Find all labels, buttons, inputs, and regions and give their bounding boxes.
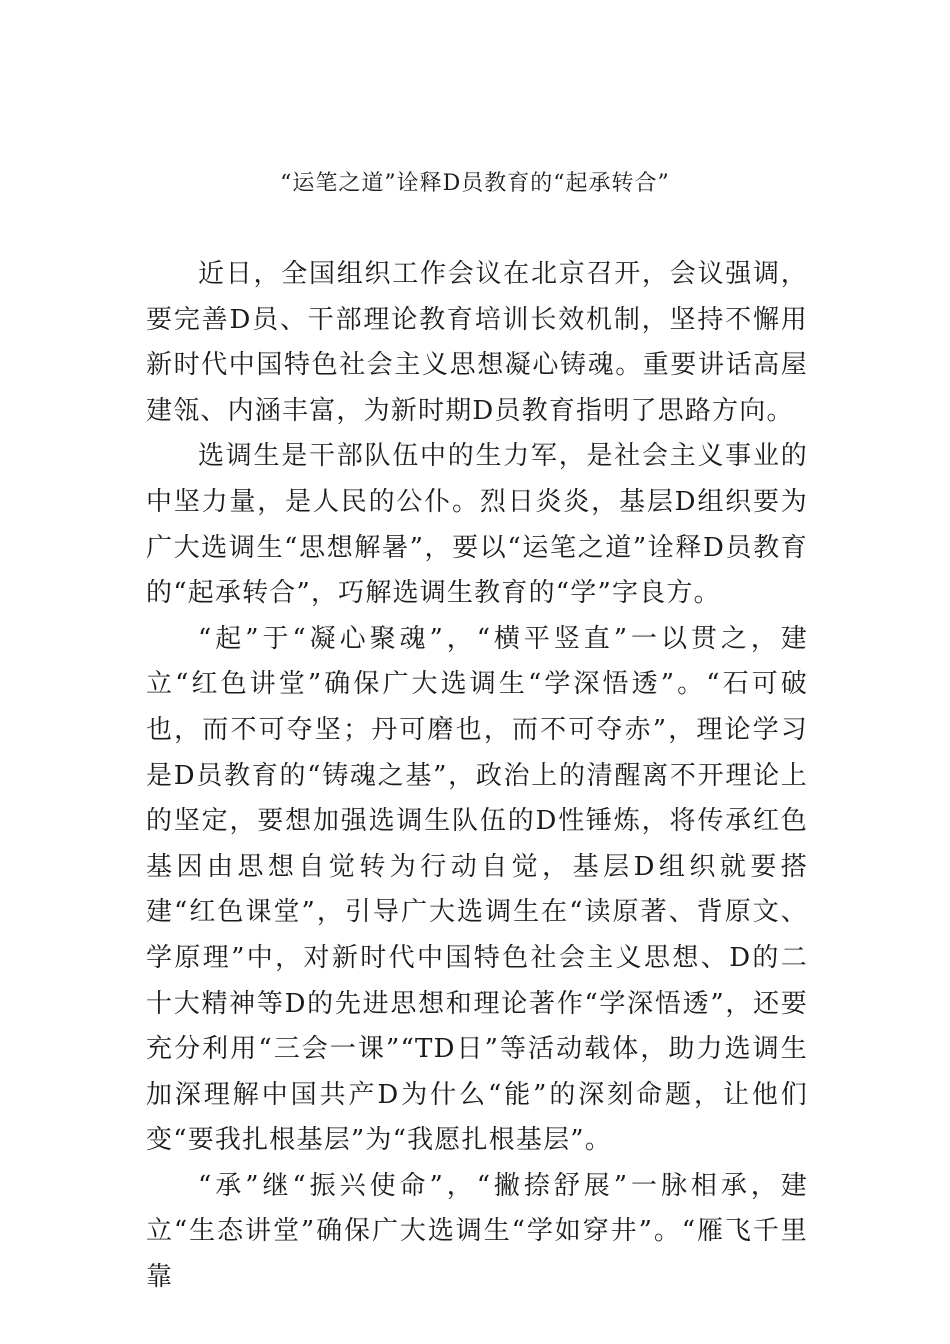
paragraph-intro: 近日，全国组织工作会议在北京召开，会议强调，要完善D员、干部理论教育培训长效机制，坚持不懈用新时代中国特色社会主义思想凝心铸魂。重要讲话高屋建瓴、内涵丰富，为新时期D员教育指明了思路方向。	[146, 259, 808, 426]
paragraph-selected-graduates: 选调生是干部队伍中的生力军，是社会主义事业的中坚力量，是人民的公仆。烈日炎炎，基层D组织要为广大选调生“思想解暑”，要以“运笔之道”诠释D员教育的“起承转合”，巧解选调生教育的“学”字良方。	[146, 441, 808, 609]
paragraph-qi: “起”于“凝心聚魂”，“横平竖直”一以贯之，建立“红色讲堂”确保广大选调生“学深悟透”。“石可破也，而不可夺坚；丹可磨也，而不可夺赤”，理论学习是D员教育的“铸魂之基”，政治上的清醒离不开理论上的坚定，要想加强选调生队伍的D性锤炼，将传承红色基因由思想自觉转为行动自觉，基层D组织就要搭建“红色课堂”，引导广大选调生在“读原著、背原文、学原理”中，对新时代中国特色社会主义思想、D的二十大精神等D的先进思想和理论著作“学深悟透”，还要充分利用“三会一课”“TD日”等活动载体，助力选调生加深理解中国共产D为什么“能”的深刻命题，让他们变“要我扎根基层”为“我愿扎根基层”。	[146, 623, 808, 1156]
paragraph-cheng: “承”继“振兴使命”，“撇捺舒展”一脉相承，建立“生态讲堂”确保广大选调生“学如穿井”。“雁飞千里靠	[146, 1170, 808, 1293]
document-body	[146, 252, 808, 1301]
document-title: “运笔之道”诠释D员教育的“起承转合”	[280, 171, 670, 196]
